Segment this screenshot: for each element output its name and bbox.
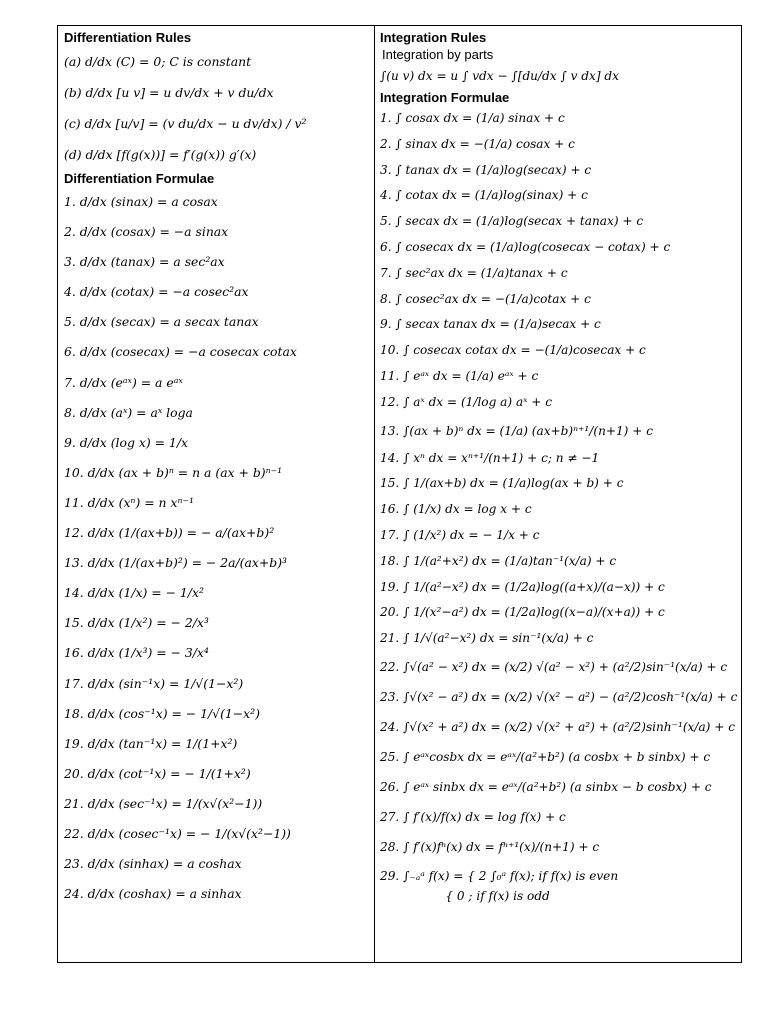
diff-formula: 4. d/dx (cotax) = −a cosec²ax — [64, 284, 249, 300]
diff-formula: 6. d/dx (cosecax) = −a cosecax cotax — [64, 344, 297, 360]
diff-rule: (b) d/dx [u v] = u dv/dx + v du/dx — [64, 85, 274, 100]
diff-rule: (c) d/dx [u/v] = (v du/dx − u dv/dx) / v² — [64, 116, 307, 131]
int-formula: 9. ∫ secax tanax dx = (1/a)secax + c — [380, 317, 601, 332]
diff-formula: 23. d/dx (sinhax) = a coshax — [64, 856, 242, 872]
int-formula: 13. ∫(ax + b)ⁿ dx = (1/a) (ax+b)ⁿ⁺¹/(n+1) + c — [380, 423, 653, 438]
diff-formula: 20. d/dx (cot⁻¹x) = − 1/(1+x²) — [64, 765, 251, 781]
int-formula: 19. ∫ 1/(a²−x²) dx = (1/2a)log((a+x)/(a−x)) + c — [380, 579, 665, 594]
diff-formula: 22. d/dx (cosec⁻¹x) = − 1/(x√(x²−1)) — [64, 825, 291, 841]
int-formula: 22. ∫√(a² − x²) dx = (x/2) √(a² − x²) + (a²/2)sin⁻¹(x/a) + c — [380, 659, 728, 674]
int-formula: 24. ∫√(x² + a²) dx = (x/2) √(x² + a²) + (a²/2)sinh⁻¹(x/a) + c — [380, 719, 735, 734]
diff-formula: 19. d/dx (tan⁻¹x) = 1/(1+x²) — [64, 735, 238, 751]
formula-sheet — [57, 25, 742, 963]
int-formula: 17. ∫ (1/x²) dx = − 1/x + c — [380, 527, 540, 542]
diff-rule: (d) d/dx [f(g(x))] = f′(g(x)) g′(x) — [64, 147, 257, 162]
int-formula: 3. ∫ tanax dx = (1/a)log(secax) + c — [380, 162, 592, 177]
int-formula: 25. ∫ eᵃˣcosbx dx = eᵃˣ/(a²+b²) (a cosbx + b sinbx) + c — [380, 749, 711, 764]
int-formula: 14. ∫ xⁿ dx = xⁿ⁺¹/(n+1) + c; n ≠ −1 — [380, 450, 600, 465]
integration-by-parts-label: Integration by parts — [382, 47, 494, 62]
differentiation-formulae-heading: Differentiation Formulae — [64, 171, 215, 186]
int-formula: 16. ∫ (1/x) dx = log x + c — [380, 502, 532, 517]
diff-formula: 9. d/dx (log x) = 1/x — [64, 434, 188, 450]
diff-formula: 7. d/dx (eᵃˣ) = a eᵃˣ — [64, 374, 183, 390]
integration-formulae-heading: Integration Formulae — [380, 90, 510, 105]
integration-by-parts-formula: ∫(u v) dx = u ∫ vdx − ∫[du/dx ∫ v dx] dx — [380, 69, 619, 83]
integration-column — [375, 26, 741, 962]
int-formula: 4. ∫ cotax dx = (1/a)log(sinax) + c — [380, 188, 588, 203]
int-formula: 23. ∫√(x² − a²) dx = (x/2) √(x² − a²) − (a²/2)cosh⁻¹(x/a) + c — [380, 689, 738, 704]
int-formula: 15. ∫ 1/(ax+b) dx = (1/a)log(ax + b) + c — [380, 476, 624, 491]
int-formula: 28. ∫ f′(x)fⁿ(x) dx = fⁿ⁺¹(x)/(n+1) + c — [380, 839, 600, 854]
diff-formula: 16. d/dx (1/x³) = − 3/x⁴ — [64, 645, 209, 661]
differentiation-column — [58, 26, 375, 962]
int-formula: 26. ∫ eᵃˣ sinbx dx = eᵃˣ/(a²+b²) (a sinbx − b cosbx) + c — [380, 779, 712, 794]
diff-formula: 5. d/dx (secax) = a secax tanax — [64, 314, 259, 330]
int-formula: 20. ∫ 1/(x²−a²) dx = (1/2a)log((x−a)/(x+a)) + c — [380, 605, 665, 620]
diff-formula: 3. d/dx (tanax) = a sec²ax — [64, 254, 225, 270]
diff-formula: 18. d/dx (cos⁻¹x) = − 1/√(1−x²) — [64, 705, 260, 721]
diff-formula: 21. d/dx (sec⁻¹x) = 1/(x√(x²−1)) — [64, 795, 263, 811]
int-formula: 5. ∫ secax dx = (1/a)log(secax + tanax) + c — [380, 214, 644, 229]
int-formula: 10. ∫ cosecax cotax dx = −(1/a)cosecax + c — [380, 343, 646, 358]
int-formula: 21. ∫ 1/√(a²−x²) dx = sin⁻¹(x/a) + c — [380, 631, 594, 646]
int-formula: 18. ∫ 1/(a²+x²) dx = (1/a)tan⁻¹(x/a) + c — [380, 553, 617, 568]
int-formula: 27. ∫ f′(x)/f(x) dx = log f(x) + c — [380, 809, 566, 824]
int-formula: 12. ∫ aˣ dx = (1/log a) aˣ + c — [380, 394, 553, 409]
diff-formula: 1. d/dx (sinax) = a cosax — [64, 194, 218, 209]
diff-formula: 8. d/dx (aˣ) = aˣ loga — [64, 404, 193, 420]
int-formula: 6. ∫ cosecax dx = (1/a)log(cosecax − cotax) + c — [380, 239, 671, 254]
diff-formula: 13. d/dx (1/(ax+b)²) = − 2a/(ax+b)³ — [64, 555, 288, 571]
diff-formula: 17. d/dx (sin⁻¹x) = 1/√(1−x²) — [64, 675, 244, 691]
integration-rules-heading: Integration Rules — [380, 30, 487, 45]
int-formula: 29. ∫₋ₐᵃ f(x) = { 2 ∫₀ᵃ f(x); if f(x) is even { 0 ; if f(x) is odd — [380, 868, 619, 903]
int-formula: 11. ∫ eᵃˣ dx = (1/a) eᵃˣ + c — [380, 368, 539, 383]
int-formula: 7. ∫ sec²ax dx = (1/a)tanax + c — [380, 265, 568, 280]
diff-formula: 24. d/dx (coshax) = a sinhax — [64, 886, 242, 902]
diff-formula: 15. d/dx (1/x²) = − 2/x³ — [64, 615, 209, 631]
diff-formula: 10. d/dx (ax + b)ⁿ = n a (ax + b)ⁿ⁻¹ — [64, 464, 283, 480]
int-formula: 2. ∫ sinax dx = −(1/a) cosax + c — [380, 136, 575, 151]
int-formula: 1. ∫ cosax dx = (1/a) sinax + c — [380, 111, 565, 125]
diff-formula: 2. d/dx (cosax) = −a sinax — [64, 224, 229, 240]
diff-formula: 14. d/dx (1/x) = − 1/x² — [64, 585, 204, 601]
int-formula: 8. ∫ cosec²ax dx = −(1/a)cotax + c — [380, 291, 591, 306]
diff-rule: (a) d/dx (C) = 0; C is constant — [64, 54, 252, 69]
differentiation-rules-heading: Differentiation Rules — [64, 30, 192, 45]
diff-formula: 12. d/dx (1/(ax+b)) = − a/(ax+b)² — [64, 525, 275, 541]
diff-formula: 11. d/dx (xⁿ) = n xⁿ⁻¹ — [64, 494, 194, 510]
